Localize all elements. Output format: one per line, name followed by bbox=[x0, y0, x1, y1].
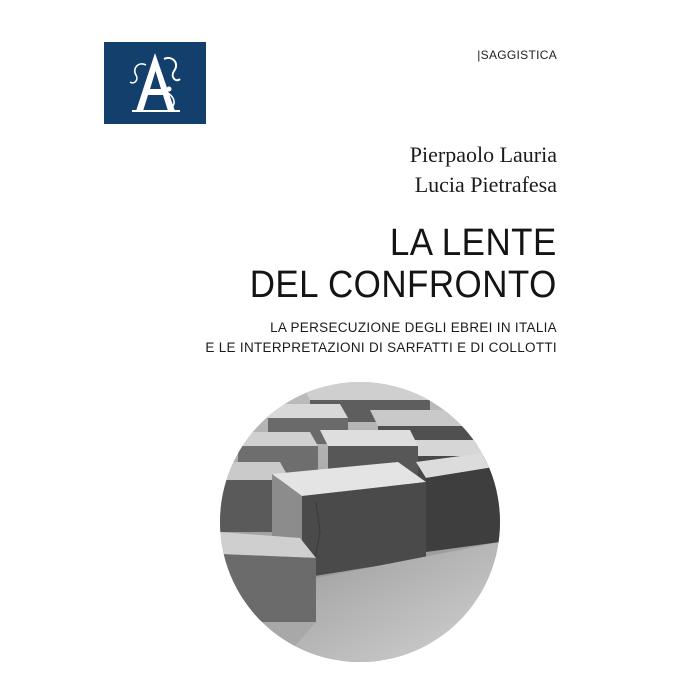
title-line: LA LENTE bbox=[390, 222, 557, 264]
subtitle-line: E LE INTERPRETAZIONI DI SARFATTI E DI COLLOTTI bbox=[205, 340, 557, 355]
subtitle-line: LA PERSECUZIONE DEGLI EBREI IN ITALIA bbox=[270, 320, 557, 335]
author-name: Pierpaolo Lauria bbox=[409, 142, 557, 167]
book-title bbox=[223, 222, 557, 306]
title-line: DEL CONFRONTO bbox=[249, 264, 557, 306]
cover-photo bbox=[220, 382, 500, 662]
author-list bbox=[410, 140, 557, 200]
author-name: Lucia Pietrafesa bbox=[414, 172, 557, 197]
series-label: |SAGGISTICA bbox=[477, 48, 557, 62]
publisher-logo bbox=[104, 42, 206, 124]
concrete-blocks-memorial-photo bbox=[220, 382, 500, 662]
publisher-a-logo-icon bbox=[124, 49, 186, 117]
book-subtitle bbox=[205, 318, 557, 358]
